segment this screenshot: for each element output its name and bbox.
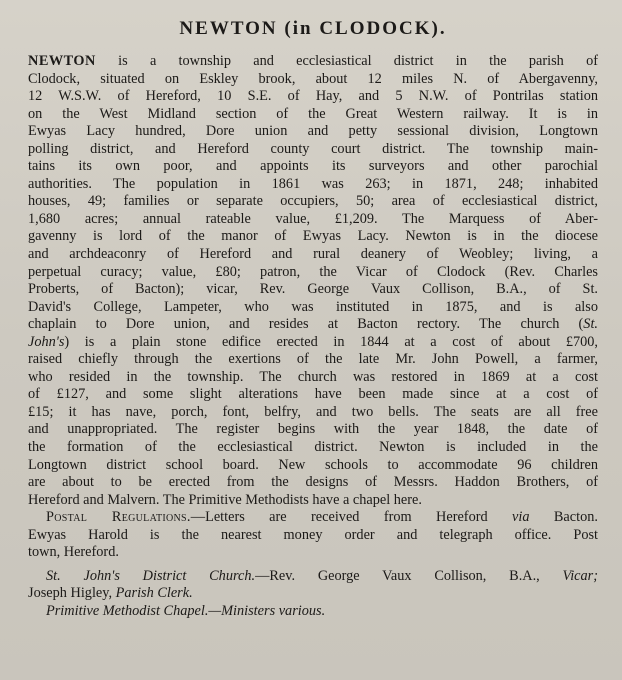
text-line: 1,680 acres; annual rateable value, £1,209. The Marquess of Aber- — [28, 210, 598, 227]
text-line: the formation of the ecclesiastical district. Newton is included in the — [28, 439, 598, 456]
postal-heading: Postal Regulations. — [46, 509, 191, 526]
church-entry-clerk: Joseph Higley, Parish Clerk. — [28, 585, 193, 602]
church-name-italic-cont: John's — [28, 333, 65, 350]
text-line: Clodock, situated on Eskley brook, about 12 miles N. of Abergavenny, — [28, 70, 598, 87]
postal-regulations: Postal Regulations.—Letters are received from Hereford via Bacton. — [46, 509, 598, 526]
text-line: Proberts, of Bacton); vicar, Rev. George Vaux Collison, B.A., of St. — [28, 281, 598, 298]
chapel-entry: Primitive Methodist Chapel.—Ministers various. — [46, 602, 326, 619]
text-line: tains its own poor, and appoints its surveyors and other parochial — [28, 158, 598, 175]
church-entry: St. John's District Church.—Rev. George Vaux Collison, B.A., Vicar; — [46, 567, 598, 584]
text-line: authorities. The population in 1861 was 263; in 1871, 248; inhabited — [28, 175, 598, 192]
church-name-italic: St. — [583, 316, 598, 333]
lead-word: NEWTON — [28, 53, 96, 69]
page-title: NEWTON (in CLODOCK). — [179, 18, 447, 39]
text-line: and unappropriated. The register begins with the year 1848, the date of — [28, 421, 598, 438]
text-line: Longtown district school board. New schools to accommodate 96 children — [28, 456, 598, 473]
text-line: perpetual curacy; value, £80; patron, the Vicar of Clodock (Rev. Charles — [28, 263, 598, 280]
main-paragraph — [28, 53, 598, 621]
text-line: who resided in the township. The church was restored in 1869 at a cost — [28, 368, 598, 385]
church-entry-label: St. John's District Church. — [46, 567, 256, 584]
text-line: 12 W.S.W. of Hereford, 10 S.E. of Hay, and 5 N.W. of Pontrilas station — [28, 88, 598, 105]
text-line: Hereford and Malvern. The Primitive Methodists have a chapel here. — [28, 491, 422, 508]
text-line: town, Hereford. — [28, 544, 119, 561]
text-line: of £127, and some slight alterations have been made since at a cost of — [28, 386, 598, 403]
text-line: NEWTON is a township and ecclesiastical district in the parish of — [28, 53, 598, 69]
text-line: on the West Midland section of the Great Western railway. It is in — [28, 105, 598, 122]
chapel-entry-label: Primitive Methodist Chapel. — [46, 602, 209, 619]
text-line: houses, 49; families or separate occupiers, 50; area of ecclesiastical district, — [28, 193, 598, 210]
text-line: John's) is a plain stone edifice erected in 1844 at a cost of about £700, — [28, 333, 598, 350]
text-line: gavenny is lord of the manor of Ewyas Lacy. Newton is in the diocese — [28, 228, 598, 245]
text-line: David's College, Lampeter, who was instituted in 1875, and is also — [28, 298, 598, 315]
text-line: polling district, and Hereford county court district. The township main- — [28, 140, 598, 157]
text-line: Ewyas Lacy hundred, Dore union and petty sessional division, Longtown — [28, 123, 598, 140]
text-line: are about to be erected from the designs of Messrs. Haddon Brothers, of — [28, 474, 598, 491]
text-line: Ewyas Harold is the nearest money order and telegraph office. Post — [28, 526, 598, 543]
text-line: chaplain to Dore union, and resides at Bacton rectory. The church (St. — [28, 316, 598, 333]
text-line: £15; it has nave, porch, font, belfry, and two bells. The seats are all free — [28, 403, 598, 420]
text-line: and archdeaconry of Hereford and rural deanery of Weobley; living, a — [28, 246, 598, 263]
text-line: raised chiefly through the exertions of the late Mr. John Powell, a farmer, — [28, 351, 598, 368]
